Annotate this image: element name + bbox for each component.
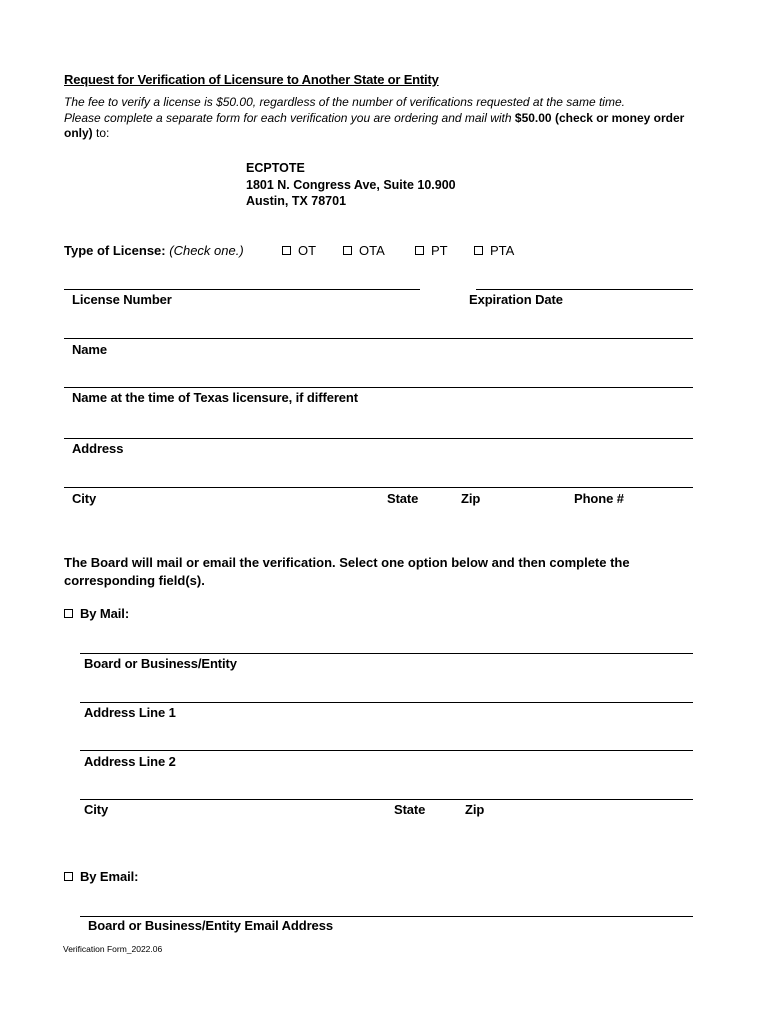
recipient-name: ECPTOTE: [246, 161, 305, 175]
city-label: City: [72, 491, 97, 506]
checkbox-ot[interactable]: [282, 246, 291, 255]
mail-address2-label: Address Line 2: [84, 754, 176, 769]
city-state-zip-phone-field[interactable]: [64, 487, 693, 488]
fee-text: The fee to verify a license is $50.00, regardless of the number of verifications requested at the same time.: [64, 95, 625, 109]
mail-state-label: State: [394, 802, 426, 817]
checkbox-pt[interactable]: [415, 246, 424, 255]
state-label: State: [387, 491, 419, 506]
mail-address2-field[interactable]: [80, 750, 693, 751]
name-field[interactable]: [64, 338, 693, 339]
email-address-label: Board or Business/Entity Email Address: [88, 918, 333, 933]
checkbox-pta[interactable]: [474, 246, 483, 255]
checkbox-ota[interactable]: [343, 246, 352, 255]
license-option-pta[interactable]: PTA: [474, 243, 514, 258]
mail-address1-field[interactable]: [80, 702, 693, 703]
license-number-field[interactable]: [64, 289, 420, 290]
recipient-city: Austin, TX 78701: [246, 194, 347, 208]
mail-city-state-zip-field[interactable]: [80, 799, 693, 800]
address-label: Address: [72, 441, 124, 456]
mail-board-label: Board or Business/Entity: [84, 656, 237, 671]
delivery-instructions: The Board will mail or email the verification. Select one option below and then complete the corresponding field(s).: [64, 555, 630, 588]
payment-text: $50.00 (check or money order only): [64, 110, 685, 140]
license-option-ota[interactable]: OTA: [343, 243, 385, 258]
name-at-licensure-field[interactable]: [64, 387, 693, 388]
mail-address1-label: Address Line 1: [84, 705, 176, 720]
name-label: Name: [72, 342, 108, 357]
mail-city-label: City: [84, 802, 109, 817]
phone-label: Phone #: [574, 491, 624, 506]
address-field[interactable]: [64, 438, 693, 439]
checkbox-by-email[interactable]: [64, 872, 73, 881]
mailing-address: [246, 160, 456, 210]
checkbox-by-mail[interactable]: [64, 609, 73, 618]
form-version-footer: Verification Form_2022.06: [63, 944, 163, 954]
by-email-option[interactable]: By Email:: [64, 869, 138, 884]
recipient-street: 1801 N. Congress Ave, Suite 10.900: [246, 177, 456, 192]
zip-label: Zip: [461, 491, 481, 506]
email-address-field[interactable]: [80, 916, 693, 917]
license-option-ot[interactable]: OT: [282, 243, 316, 258]
by-mail-option[interactable]: By Mail:: [64, 606, 129, 621]
license-type-label: Type of License: (Check one.): [64, 243, 244, 258]
mail-board-field[interactable]: [80, 653, 693, 654]
name-at-licensure-label: Name at the time of Texas licensure, if different: [72, 390, 358, 405]
license-number-label: License Number: [72, 292, 172, 307]
expiration-date-field[interactable]: [476, 289, 693, 290]
page-title: Request for Verification of Licensure to Another State or Entity: [64, 72, 439, 87]
instructions-text: Please complete a separate form for each verification you are ordering and mail with: [64, 110, 515, 125]
license-option-pt[interactable]: PT: [415, 243, 448, 258]
expiration-date-label: Expiration Date: [469, 292, 563, 307]
mail-zip-label: Zip: [465, 802, 485, 817]
intro-text: [64, 95, 714, 142]
to-text: to:: [92, 126, 110, 140]
